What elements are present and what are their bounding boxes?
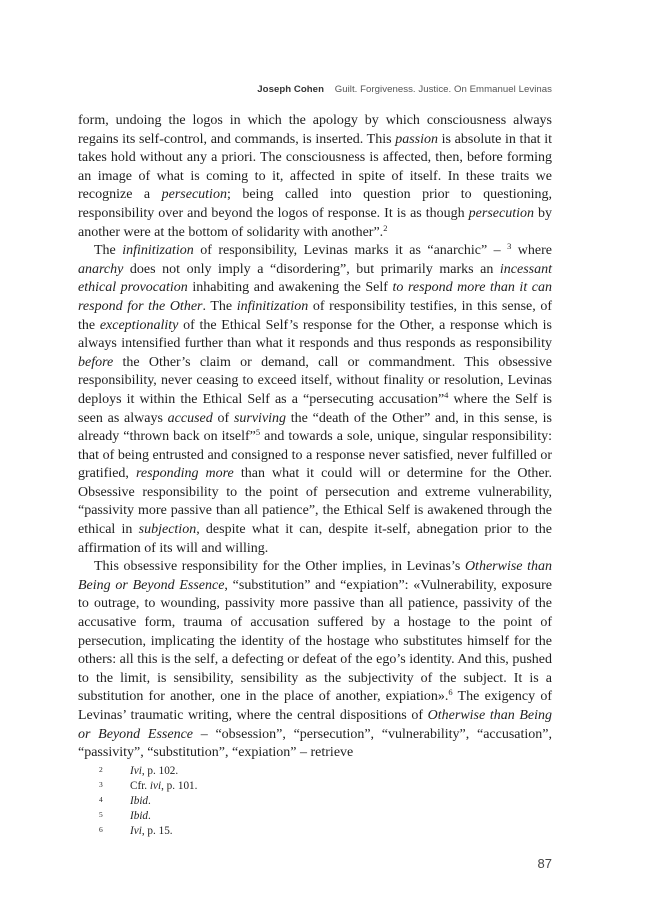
text-run: of responsibility, Levinas marks it as “anarchic” – [193,243,508,259]
italic-run: persecution [161,187,227,203]
italic-run: responding more [135,466,234,482]
text-run: The exigency of Levinas’ traumatic writing, where the central dispositions of [78,689,552,723]
italic-run: infinitization [122,243,194,259]
paragraph [78,242,552,558]
italic-run: Ibid [130,795,149,807]
text-run: of responsibility testifies, in this sense, of the [78,298,553,333]
italic-run: Ivi [130,765,142,777]
text-run: than what it could will or determine for the Other. Obsessive responsibility to the point of persecution and extreme vulnerability, “passivity more passive than all patience”, the Ethical Self is awakened through the ethical in [78,466,552,538]
running-head-title: Guilt. Forgiveness. Justice. On Emmanuel Levinas [334,84,552,95]
italic-run: Ibid [130,810,149,822]
footnote-ref: 3 [507,241,512,252]
footnote-text [130,780,197,792]
text-run: of the Ethical Self’s response for the Other, a response which is always intensified further than what it responds and thus responds as responsibility [78,317,552,352]
text-run: form, undoing the logos in which the apology by which consciousness always regains its self-control, and commands, is inserted. This [78,113,552,147]
footnote [99,809,197,824]
footnote-text [130,810,151,822]
text-run: , despite what it can, despite it-self, abnegation prior to the affirmation of its will and willing. [78,522,552,556]
text-run: where the Self is seen as always [78,391,552,426]
italic-run: ivi [149,780,162,792]
running-head-author: Joseph Cohen [257,84,324,95]
italic-run: incessant ethical provocation [78,261,552,296]
text-run: , p. 15. [141,825,173,837]
footnote-ref: 4 [444,389,449,400]
italic-run: passion [395,131,438,147]
italic-run: Otherwise than Being or Beyond Essence [78,708,552,742]
text-run: , p. 101. [161,780,198,792]
italic-run: persecution [468,205,534,221]
italic-run: surviving [233,410,287,426]
footnote-ref: 6 [448,687,453,698]
text-run: is absolute in that it takes hold without any a priori. The consciousness is affected, then, before forming an image of what is coming to it, affected in spite of itself. In these traits we recognize a [78,131,552,203]
italic-run: exceptionality [99,317,179,333]
text-run: Cfr. [130,780,150,792]
footnote-text [130,825,173,837]
italic-run: Otherwise than Being or Beyond Essence [78,559,552,593]
paragraph [78,112,552,242]
footnote-text [130,765,178,777]
text-run: the Other’s claim or demand, call or commandment. This obsessive responsibility, never ceasing to exceed itself, without finality or resolution, Levinas deploys it within the Ethical Self as a “persecuting accusation” [78,354,552,407]
footnote-number: 2 [99,765,103,774]
paragraph [78,558,552,763]
footnotes [99,764,197,839]
italic-run: accused [167,410,213,426]
text-run: of [212,410,234,426]
footnote [99,794,197,809]
text-run: by another were at the bottom of solidarity with another”. [78,205,553,240]
text-run: The [94,243,123,259]
text-run: . The [202,298,237,314]
footnote [99,764,197,779]
footnote [99,779,197,794]
text-run: does not only imply a “disordering”, but primarily marks an [123,261,500,277]
italic-run: before [78,354,114,370]
footnote-ref: 5 [255,427,261,438]
text-run: , p. 102. [141,765,179,777]
text-run: , “substitution” and “expiation”: «Vulnerability, exposure to outrage, to wounding, passivity more passive than all patience, passivity of the accusative form, trauma of accusation suffered by a hostage to the point of persecution, implicating the identity of the hostage who substitutes himself for the others: all this is the self, a defecting or defeat of the ego’s identity. And this, pushed to the limit, is sensibility, sensibility as the subjectivity of the subject. It is a substitution for another, one in the place of another, expiation». [78,577,552,705]
text-run: . [148,810,151,822]
footnote-number: 6 [99,825,103,834]
text-run: inhabiting and awakening the Self [187,280,393,296]
text-run: . [148,795,151,807]
italic-run: subjection [138,522,197,538]
footnote-number: 4 [99,795,103,804]
text-run: ; being called into question prior to questioning, responsibility over and beyond the logos of response. It is as though [78,187,552,221]
text-run: This obsessive responsibility for the Other implies, in Levinas’s [94,559,465,575]
page-number: 87 [537,856,552,871]
italic-run: Ivi [130,825,142,837]
footnote-ref: 2 [383,222,388,233]
text-run: where [511,243,553,259]
text-run: – “obsession”, “persecution”, “vulnerability”, “accusation”, “passivity”, “substitution”, “expiation” – retrieve [78,726,552,761]
text-run: and towards a sole, unique, singular responsibility: that of being entrusted and consigned to a response never satisfied, never fulfilled or gratified, [78,429,552,482]
text-run: the “death of the Other” and, in this sense, is already “thrown back on itself” [78,410,553,445]
footnote-number: 3 [99,780,103,789]
running-head [257,84,552,95]
body-text [78,112,552,763]
footnote-text [130,795,151,807]
footnote [99,824,197,839]
italic-run: to respond more than it can respond for the Other [78,280,552,314]
italic-run: infinitization [236,298,309,314]
italic-run: anarchy [78,261,124,277]
footnote-number: 5 [99,810,103,819]
